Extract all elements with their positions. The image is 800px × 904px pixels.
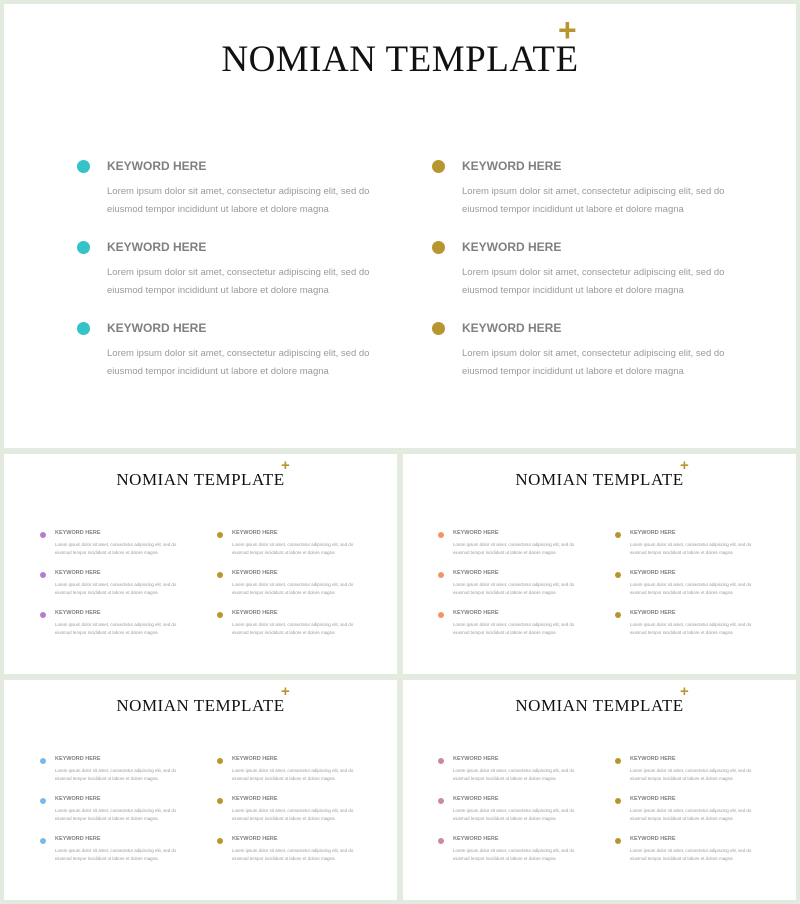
keyword-heading: KEYWORD HERE [462, 321, 562, 335]
slide-main [4, 4, 796, 448]
list-item [615, 756, 775, 790]
bullet-dot-icon [432, 160, 445, 173]
bullet-dot-icon [77, 160, 90, 173]
bullet-dot-icon [432, 322, 445, 335]
bullet-dot-icon [217, 532, 223, 538]
keyword-description: Lorem ipsum dolor sit amet, consectetur adipiscing elit, sed do eiusmod tempor incididunt ut labore et dolore magna [107, 186, 370, 215]
bullet-dot-icon [217, 758, 223, 764]
bullet-dot-icon [40, 532, 46, 538]
list-item [438, 610, 598, 644]
slide-title: NOMIAN TEMPLATE [515, 696, 684, 715]
keyword-heading: KEYWORD HERE [453, 570, 499, 576]
keyword-description: Lorem ipsum dolor sit amet, consectetur adipiscing elit, sed do eiusmod tempor incididunt ut labore et dolore magna [462, 348, 725, 377]
plus-icon: + [680, 683, 689, 700]
list-item [217, 836, 377, 870]
list-item [438, 756, 598, 790]
keyword-description: Lorem ipsum dolor sit amet, consectetur adipiscing elit, sed do eiusmod tempor incididunt ut labore et dolore magna [232, 622, 354, 635]
bullet-dot-icon [615, 612, 621, 618]
keyword-heading: KEYWORD HERE [630, 530, 676, 536]
list-item [615, 796, 775, 830]
keyword-description: Lorem ipsum dolor sit amet, consectetur adipiscing elit, sed do eiusmod tempor incididunt ut labore et dolore magna [453, 622, 575, 635]
keyword-description: Lorem ipsum dolor sit amet, consectetur adipiscing elit, sed do eiusmod tempor incididunt ut labore et dolore magna [55, 808, 177, 821]
bullet-dot-icon [217, 838, 223, 844]
bullet-dot-icon [438, 798, 444, 804]
keyword-heading: KEYWORD HERE [55, 570, 101, 576]
plus-icon: + [680, 457, 689, 474]
keyword-heading: KEYWORD HERE [107, 240, 207, 254]
bullet-dot-icon [217, 798, 223, 804]
list-item [217, 530, 377, 564]
keyword-heading: KEYWORD HERE [55, 836, 101, 842]
bullet-dot-icon [615, 572, 621, 578]
keyword-description: Lorem ipsum dolor sit amet, consectetur adipiscing elit, sed do eiusmod tempor incididunt ut labore et dolore magna [107, 267, 370, 296]
keyword-description: Lorem ipsum dolor sit amet, consectetur adipiscing elit, sed do eiusmod tempor incididunt ut labore et dolore magna [462, 186, 725, 215]
keyword-heading: KEYWORD HERE [453, 530, 499, 536]
bullet-dot-icon [438, 532, 444, 538]
keyword-description: Lorem ipsum dolor sit amet, consectetur adipiscing elit, sed do eiusmod tempor incididunt ut labore et dolore magna [107, 348, 370, 377]
list-item [438, 836, 598, 870]
list-item [432, 159, 752, 229]
bullet-dot-icon [40, 572, 46, 578]
bullet-dot-icon [217, 612, 223, 618]
keyword-description: Lorem ipsum dolor sit amet, consectetur adipiscing elit, sed do eiusmod tempor incididunt ut labore et dolore magna [55, 768, 177, 781]
bullet-dot-icon [40, 612, 46, 618]
keyword-heading: KEYWORD HERE [232, 796, 278, 802]
keyword-description: Lorem ipsum dolor sit amet, consectetur adipiscing elit, sed do eiusmod tempor incididunt ut labore et dolore magna [232, 582, 354, 595]
keyword-description: Lorem ipsum dolor sit amet, consectetur adipiscing elit, sed do eiusmod tempor incididunt ut labore et dolore magna [630, 808, 752, 821]
keyword-heading: KEYWORD HERE [232, 836, 278, 842]
slide-thumbnail-purple [4, 454, 397, 674]
keyword-heading: KEYWORD HERE [453, 836, 499, 842]
bullet-dot-icon [615, 798, 621, 804]
keyword-description: Lorem ipsum dolor sit amet, consectetur adipiscing elit, sed do eiusmod tempor incididunt ut labore et dolore magna [630, 582, 752, 595]
bullet-dot-icon [615, 838, 621, 844]
keyword-heading: KEYWORD HERE [453, 610, 499, 616]
keyword-heading: KEYWORD HERE [55, 610, 101, 616]
list-item [432, 321, 752, 391]
keyword-description: Lorem ipsum dolor sit amet, consectetur adipiscing elit, sed do eiusmod tempor incididunt ut labore et dolore magna [630, 768, 752, 781]
slide-title: NOMIAN TEMPLATE [116, 470, 285, 489]
bullet-dot-icon [615, 532, 621, 538]
keyword-description: Lorem ipsum dolor sit amet, consectetur adipiscing elit, sed do eiusmod tempor incididunt ut labore et dolore magna [630, 848, 752, 861]
keyword-description: Lorem ipsum dolor sit amet, consectetur adipiscing elit, sed do eiusmod tempor incididunt ut labore et dolore magna [462, 267, 725, 296]
keyword-heading: KEYWORD HERE [55, 530, 101, 536]
keyword-heading: KEYWORD HERE [232, 570, 278, 576]
keyword-description: Lorem ipsum dolor sit amet, consectetur adipiscing elit, sed do eiusmod tempor incididunt ut labore et dolore magna [55, 582, 177, 595]
list-item [40, 756, 200, 790]
keyword-description: Lorem ipsum dolor sit amet, consectetur adipiscing elit, sed do eiusmod tempor incididunt ut labore et dolore magna [453, 542, 575, 555]
slide-thumbnail-orange [403, 454, 796, 674]
slide-title: NOMIAN TEMPLATE [221, 39, 579, 80]
list-item [432, 240, 752, 310]
keyword-heading: KEYWORD HERE [630, 836, 676, 842]
plus-icon: + [281, 457, 290, 474]
keyword-heading: KEYWORD HERE [630, 796, 676, 802]
bullet-dot-icon [40, 798, 46, 804]
keyword-heading: KEYWORD HERE [453, 796, 499, 802]
list-item [615, 530, 775, 564]
bullet-dot-icon [77, 241, 90, 254]
keyword-heading: KEYWORD HERE [55, 796, 101, 802]
keyword-description: Lorem ipsum dolor sit amet, consectetur adipiscing elit, sed do eiusmod tempor incididunt ut labore et dolore magna [630, 542, 752, 555]
list-item [40, 610, 200, 644]
keyword-heading: KEYWORD HERE [232, 756, 278, 762]
keyword-heading: KEYWORD HERE [232, 530, 278, 536]
bullet-dot-icon [615, 758, 621, 764]
list-item [40, 570, 200, 604]
list-item [615, 610, 775, 644]
bullet-dot-icon [438, 758, 444, 764]
bullet-dot-icon [438, 572, 444, 578]
keyword-description: Lorem ipsum dolor sit amet, consectetur adipiscing elit, sed do eiusmod tempor incididunt ut labore et dolore magna [630, 622, 752, 635]
bullet-dot-icon [217, 572, 223, 578]
keyword-description: Lorem ipsum dolor sit amet, consectetur adipiscing elit, sed do eiusmod tempor incididunt ut labore et dolore magna [232, 808, 354, 821]
keyword-heading: KEYWORD HERE [462, 240, 562, 254]
keyword-heading: KEYWORD HERE [630, 610, 676, 616]
list-item [40, 796, 200, 830]
keyword-description: Lorem ipsum dolor sit amet, consectetur adipiscing elit, sed do eiusmod tempor incididunt ut labore et dolore magna [453, 808, 575, 821]
keyword-description: Lorem ipsum dolor sit amet, consectetur adipiscing elit, sed do eiusmod tempor incididunt ut labore et dolore magna [232, 768, 354, 781]
bullet-dot-icon [438, 838, 444, 844]
list-item [217, 610, 377, 644]
keyword-description: Lorem ipsum dolor sit amet, consectetur adipiscing elit, sed do eiusmod tempor incididunt ut labore et dolore magna [232, 542, 354, 555]
slide-thumbnail-pink [403, 680, 796, 900]
plus-icon: + [558, 12, 577, 48]
keyword-heading: KEYWORD HERE [453, 756, 499, 762]
keyword-description: Lorem ipsum dolor sit amet, consectetur adipiscing elit, sed do eiusmod tempor incididunt ut labore et dolore magna [232, 848, 354, 861]
keyword-heading: KEYWORD HERE [630, 756, 676, 762]
keyword-heading: KEYWORD HERE [107, 159, 207, 173]
keyword-heading: KEYWORD HERE [630, 570, 676, 576]
list-item [217, 796, 377, 830]
keyword-heading: KEYWORD HERE [232, 610, 278, 616]
keyword-heading: KEYWORD HERE [107, 321, 207, 335]
list-item [77, 240, 397, 310]
list-item [77, 321, 397, 391]
keyword-heading: KEYWORD HERE [462, 159, 562, 173]
keyword-description: Lorem ipsum dolor sit amet, consectetur adipiscing elit, sed do eiusmod tempor incididunt ut labore et dolore magna [453, 848, 575, 861]
keyword-heading: KEYWORD HERE [55, 756, 101, 762]
keyword-description: Lorem ipsum dolor sit amet, consectetur adipiscing elit, sed do eiusmod tempor incididunt ut labore et dolore magna [453, 768, 575, 781]
keyword-description: Lorem ipsum dolor sit amet, consectetur adipiscing elit, sed do eiusmod tempor incididunt ut labore et dolore magna [453, 582, 575, 595]
list-item [77, 159, 397, 229]
list-item [217, 570, 377, 604]
list-item [438, 796, 598, 830]
list-item [615, 836, 775, 870]
list-item [40, 530, 200, 564]
keyword-description: Lorem ipsum dolor sit amet, consectetur adipiscing elit, sed do eiusmod tempor incididunt ut labore et dolore magna [55, 848, 177, 861]
list-item [615, 570, 775, 604]
plus-icon: + [281, 683, 290, 700]
list-item [438, 570, 598, 604]
list-item [40, 836, 200, 870]
bullet-dot-icon [40, 758, 46, 764]
keyword-description: Lorem ipsum dolor sit amet, consectetur adipiscing elit, sed do eiusmod tempor incididunt ut labore et dolore magna [55, 542, 177, 555]
slide-title: NOMIAN TEMPLATE [116, 696, 285, 715]
keyword-description: Lorem ipsum dolor sit amet, consectetur adipiscing elit, sed do eiusmod tempor incididunt ut labore et dolore magna [55, 622, 177, 635]
list-item [438, 530, 598, 564]
bullet-dot-icon [432, 241, 445, 254]
bullet-dot-icon [77, 322, 90, 335]
bullet-dot-icon [438, 612, 444, 618]
bullet-dot-icon [40, 838, 46, 844]
slide-title: NOMIAN TEMPLATE [515, 470, 684, 489]
list-item [217, 756, 377, 790]
slide-thumbnail-blue [4, 680, 397, 900]
